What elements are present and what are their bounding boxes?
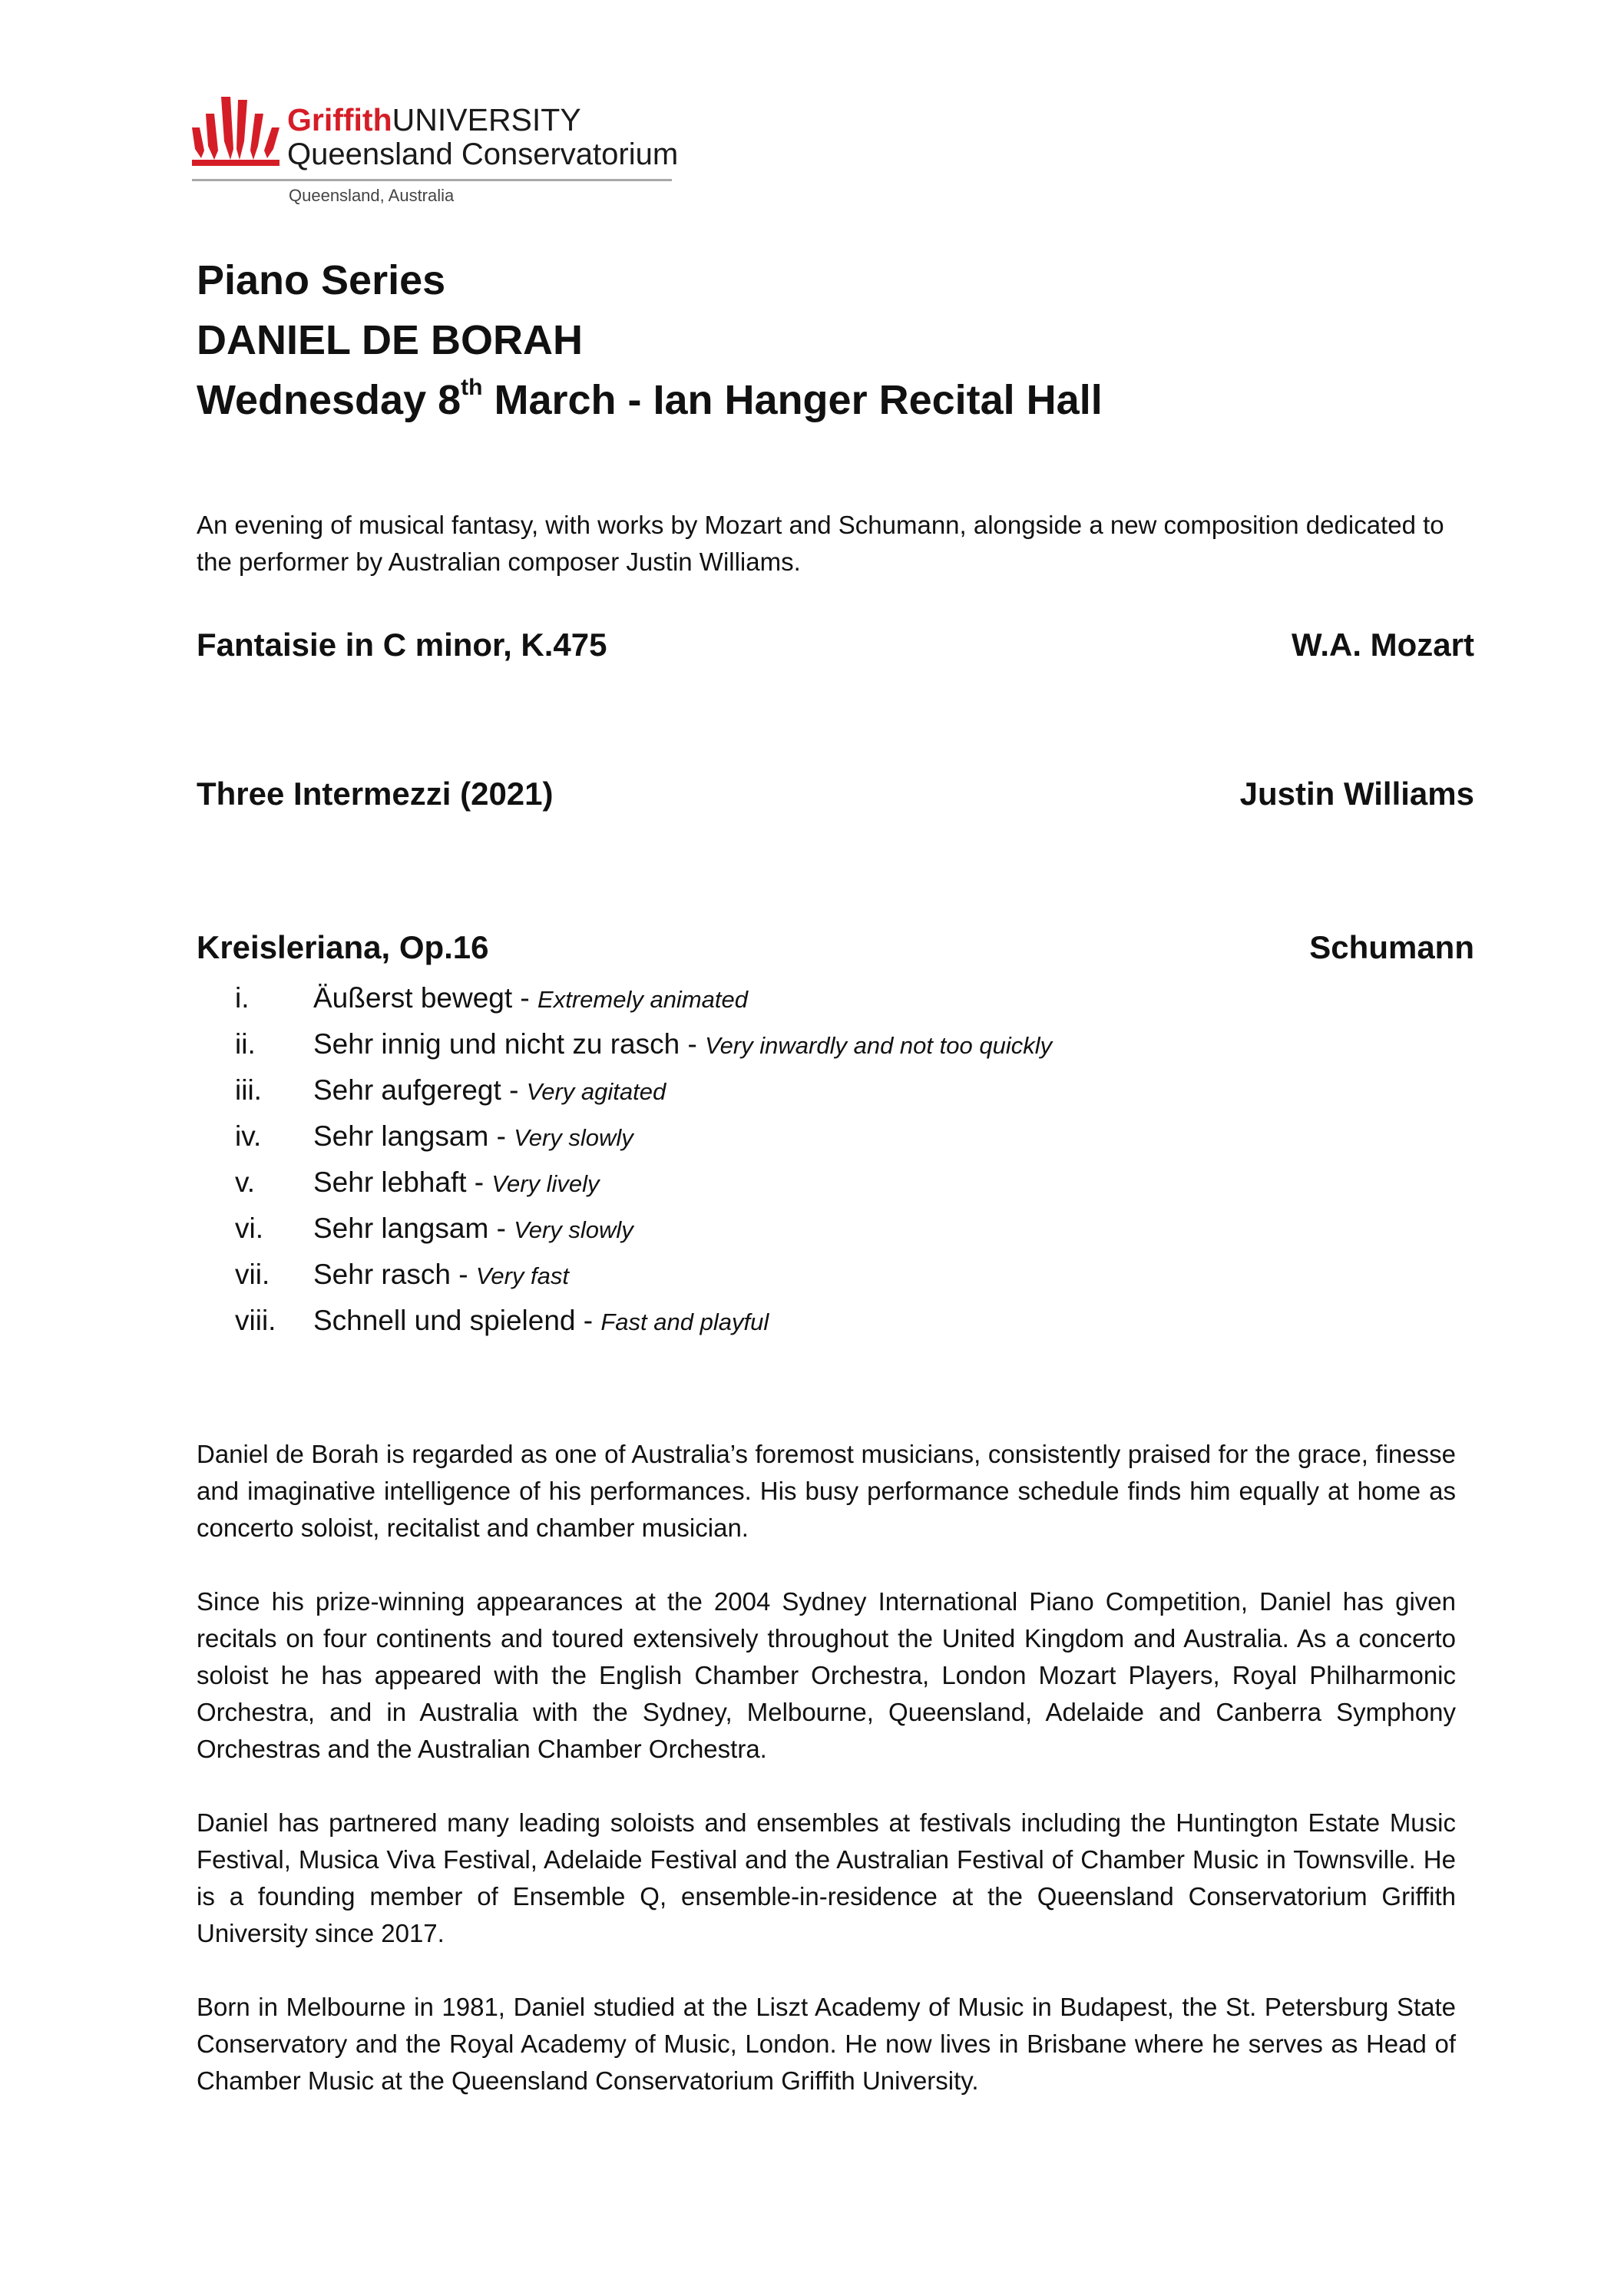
- logo-university-name: GriffithUNIVERSITY: [287, 102, 581, 137]
- bio-paragraph: Since his prize-winning appearances at the 2004 Sydney International Piano Competition, Daniel has given recitals on four continents and toured extensively throughout the United Kingdom and Australia. As a concerto soloist he has appeared with the English Chamber Orchestra, London Mozart Players, Royal Philharmonic Orchestra, and in Australia with the Sydney, Melbourne, Queensland, Adelaide and Canberra Symphony Orchestras and the Australian Chamber Orchestra.: [197, 1587, 1456, 1763]
- logo-divider: [192, 179, 672, 181]
- work-composer: Justin Williams: [1239, 776, 1474, 812]
- bio-paragraph: Daniel has partnered many leading soloists and ensembles at festivals including the Huntington Estate Music Festival, Musica Viva Festival, Adelaide Festival and the Australian Festival of Chamber Music in Townsville. He is a founding member of Ensemble Q, ensemble-in-residence at the Queensland Conservatorium Griffith University since 2017.: [197, 1808, 1456, 1947]
- work-title: Three Intermezzi (2021): [197, 776, 554, 812]
- movement-item: iii. Sehr aufgeregt - Very agitated: [235, 1074, 666, 1106]
- performer-name: DANIEL DE BORAH: [197, 317, 584, 363]
- movement-item: iv. Sehr langsam - Very slowly: [235, 1120, 633, 1152]
- university-logo: [192, 95, 679, 210]
- program-item: [197, 622, 1474, 668]
- bio-paragraph: Born in Melbourne in 1981, Daniel studied at the Liszt Academy of Music in Budapest, the St. Petersburg State Conservatory and the Royal Academy of Music, London. He now lives in Brisbane where he serves as Head of Chamber Music at the Queensland Conservatorium Griffith University.: [197, 1993, 1456, 2095]
- movement-item: v. Sehr lebhaft - Very lively: [235, 1166, 600, 1198]
- logo-location: Queensland, Australia: [289, 186, 455, 205]
- program-item: [197, 925, 1474, 971]
- griffith-flame-logo-icon: [192, 95, 281, 166]
- series-title: Piano Series: [197, 257, 446, 303]
- movement-list: [197, 975, 1272, 1344]
- program-intro: An evening of musical fantasy, with works by Mozart and Schumann, alongside a new composition dedicated to the performer by Australian composer Justin Williams.: [197, 511, 1444, 576]
- movement-item: viii. Schnell und spielend - Fast and playful: [235, 1305, 769, 1336]
- movement-item: i. Äußerst bewegt - Extremely animated: [235, 982, 748, 1014]
- work-title: Kreisleriana, Op.16: [197, 929, 489, 965]
- bio-paragraph: Daniel de Borah is regarded as one of Australia’s foremost musicians, consistently praised for the grace, finesse and imaginative intelligence of his performances. His busy performance schedule finds him equally at home as concerto soloist, recitalist and chamber musician.: [197, 1440, 1456, 1542]
- logo-conservatorium-name: Queensland Conservatorium: [287, 137, 679, 171]
- work-title: Fantaisie in C minor, K.475: [197, 627, 607, 663]
- movement-item: vii. Sehr rasch - Very fast: [235, 1259, 569, 1290]
- movement-item: vi. Sehr langsam - Very slowly: [235, 1213, 633, 1244]
- concert-date-venue: Wednesday 8th March - Ian Hanger Recital Hall: [197, 375, 1103, 423]
- performer-biography: [197, 1436, 1456, 2136]
- work-composer: W.A. Mozart: [1292, 627, 1474, 663]
- movement-item: ii. Sehr innig und nicht zu rasch - Very inwardly and not too quickly: [235, 1028, 1053, 1060]
- work-composer: Schumann: [1309, 929, 1474, 965]
- program-item: [197, 771, 1474, 817]
- concert-heading: [197, 250, 1103, 430]
